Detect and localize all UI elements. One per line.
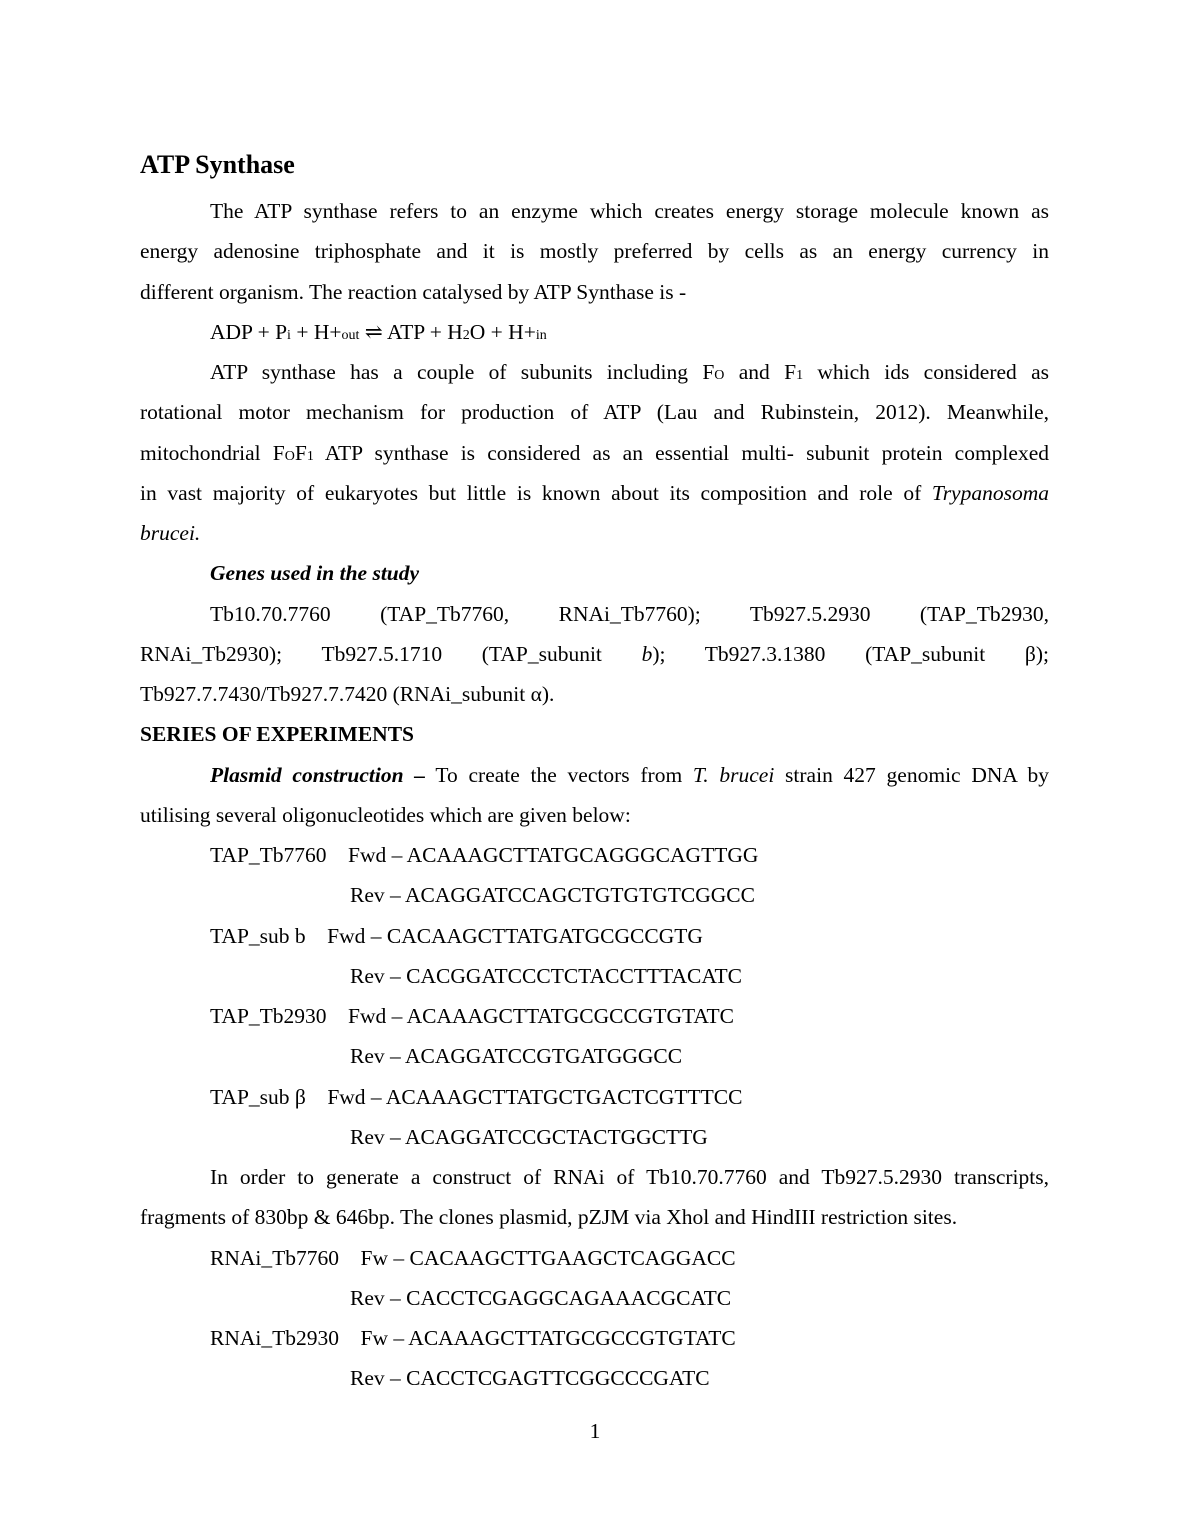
subunits-line-1: ATP synthase has a couple of subunits including FO and F1 which ids considered as: [210, 360, 1050, 384]
primer-fwd-line: TAP_Tb2930 Fwd – ACAAAGCTTATGCGCCGTGTATC: [210, 1004, 735, 1028]
rnai-primer-fwd-line: RNAi_Tb2930 Fw – ACAAAGCTTATGCGCCGTGTATC: [210, 1326, 736, 1350]
intro-line-1: The ATP synthase refers to an enzyme which creates energy storage molecule known as: [210, 199, 1049, 223]
primer-fwd-line: TAP_sub β Fwd – ACAAAGCTTATGCTGACTCGTTTCC: [210, 1085, 743, 1109]
intro-line-2: energy adenosine triphosphate and it is mostly preferred by cells as an energy currency in: [140, 239, 1049, 263]
reaction-equation: ADP + Pi + H+out ⇌ ATP + H2O + H+in: [210, 320, 547, 344]
rnai-line-2: fragments of 830bp & 646bp. The clones plasmid, pZJM via Xhol and HindIII restriction sites.: [140, 1205, 958, 1229]
page-number: 1: [589, 1419, 601, 1443]
rnai-primer-rev-line: Rev – CACCTCGAGGCAGAAACGCATC: [350, 1286, 732, 1310]
genes-line-2: RNAi_Tb2930); Tb927.5.1710 (TAP_subunit b); Tb927.3.1380 (TAP_subunit β);: [140, 642, 1049, 666]
section-heading: ATP Synthase: [140, 150, 295, 179]
intro-line-3: different organism. The reaction catalysed by ATP Synthase is -: [140, 280, 687, 304]
plasmid-line-2: utilising several oligonucleotides which are given below:: [140, 803, 631, 827]
primer-rev-line: Rev – CACGGATCCCTCTACCTTTACATC: [350, 964, 742, 988]
plasmid-line-1: Plasmid construction – To create the vectors from T. brucei strain 427 genomic DNA by: [210, 763, 1049, 787]
rnai-line-1: In order to generate a construct of RNAi of Tb10.70.7760 and Tb927.5.2930 transcripts,: [210, 1165, 1049, 1189]
series-heading: SERIES OF EXPERIMENTS: [140, 722, 414, 746]
subunits-line-3: mitochondrial FOF1 ATP synthase is considered as an essential multi- subunit protein complexed: [140, 441, 1049, 465]
subunits-line-5: brucei.: [140, 521, 201, 545]
primer-fwd-line: TAP_sub b Fwd – CACAAGCTTATGATGCGCCGTG: [210, 924, 703, 948]
primer-rev-line: Rev – ACAGGATCCGTGATGGGCC: [350, 1044, 683, 1068]
rnai-primer-fwd-line: RNAi_Tb7760 Fw – CACAAGCTTGAAGCTCAGGACC: [210, 1246, 736, 1270]
primer-rev-line: Rev – ACAGGATCCGCTACTGGCTTG: [350, 1125, 708, 1149]
genes-line-1: Tb10.70.7760 (TAP_Tb7760, RNAi_Tb7760); Tb927.5.2930 (TAP_Tb2930,: [210, 602, 1049, 626]
genes-line-3: Tb927.7.7430/Tb927.7.7420 (RNAi_subunit α).: [140, 682, 555, 706]
primer-rev-line: Rev – ACAGGATCCAGCTGTGTGTCGGCC: [350, 883, 755, 907]
genes-heading: Genes used in the study: [210, 561, 420, 585]
rnai-primer-rev-line: Rev – CACCTCGAGTTCGGCCCGATC: [350, 1366, 710, 1390]
subunits-line-4: in vast majority of eukaryotes but little is known about its composition and role of Trypanosoma: [140, 481, 1049, 505]
primer-fwd-line: TAP_Tb7760 Fwd – ACAAAGCTTATGCAGGGCAGTTGG: [210, 843, 759, 867]
subunits-line-2: rotational motor mechanism for production of ATP (Lau and Rubinstein, 2012). Meanwhile,: [140, 400, 1049, 424]
